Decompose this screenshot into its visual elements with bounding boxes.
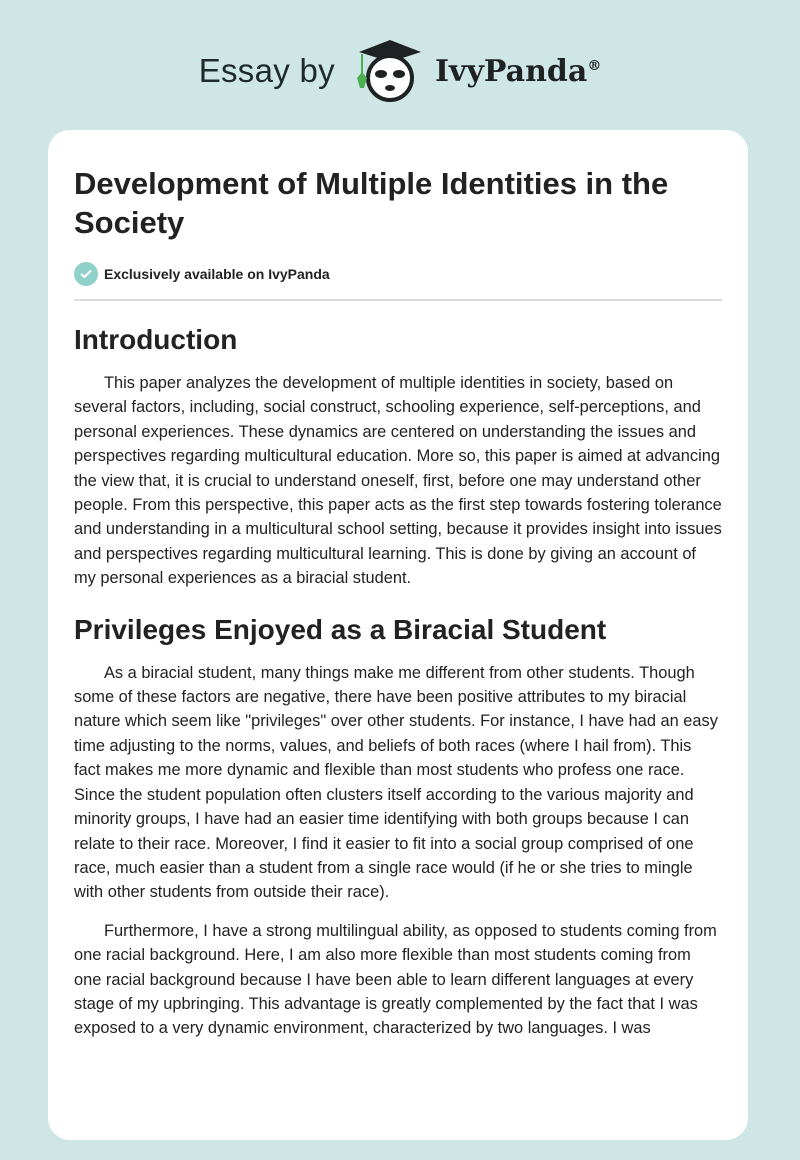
exclusive-badge [74, 262, 722, 286]
essay-card [48, 130, 748, 1140]
divider [74, 299, 722, 301]
section-heading: Introduction [74, 324, 238, 355]
essay-title: Development of Multiple Identities in the Society [74, 166, 669, 240]
site-header [0, 36, 800, 106]
essay-by-label: Essay by [198, 52, 335, 89]
check-icon [74, 262, 98, 286]
paragraph: As a biracial student, many things make me different from other students. Though some of these factors are negative, there have been positive attributes to my biracial nature which seem like "privileges" over other students. For instance, I have had an easy time adjusting to the norms, values, and beliefs of both races (where I hail from). This fact makes me more dynamic and flexible than most students who profess one race. Since the student population often clusters itself according to the various majority and minority groups, I have had an easier time identifying with both groups because I can relate to their race. Moreover, I find it easier to fit into a social group comprised of one race, much easier than a student from a single race would (if he or she tries to mingle with other students from outside their race). [74, 663, 718, 902]
ivypanda-logo-icon[interactable] [355, 36, 425, 106]
paragraph: This paper analyzes the development of multiple identities in society, based on several factors, including, social construct, schooling experience, self-perceptions, and personal experiences. These dynamics are centered on understanding the issues and perspectives regarding multicultural education. More so, this paper is aimed at advancing the view that, it is crucial to understand oneself, first, before one may understand other people. From this perspective, this paper acts as the first step towards fostering tolerance and understanding in a multicultural school setting, because it provides insight into issues and perspectives regarding multicultural learning. This is done by giving an account of my personal experiences as a biracial student. [74, 374, 722, 588]
paragraph: Furthermore, I have a strong multilingual ability, as opposed to students coming from one racial background. Here, I am also more flexible than most students coming from one racial background because I have been able to learn different languages at every stage of my upbringing. This advantage is greatly complemented by the fact that I was exposed to a very dynamic environment, characterized by two languages. I was [74, 921, 717, 1038]
brand-name[interactable]: IvyPanda® [434, 53, 602, 89]
badge-text: Exclusively available on IvyPanda [104, 266, 330, 282]
section-heading: Privileges Enjoyed as a Biracial Student [74, 613, 607, 645]
